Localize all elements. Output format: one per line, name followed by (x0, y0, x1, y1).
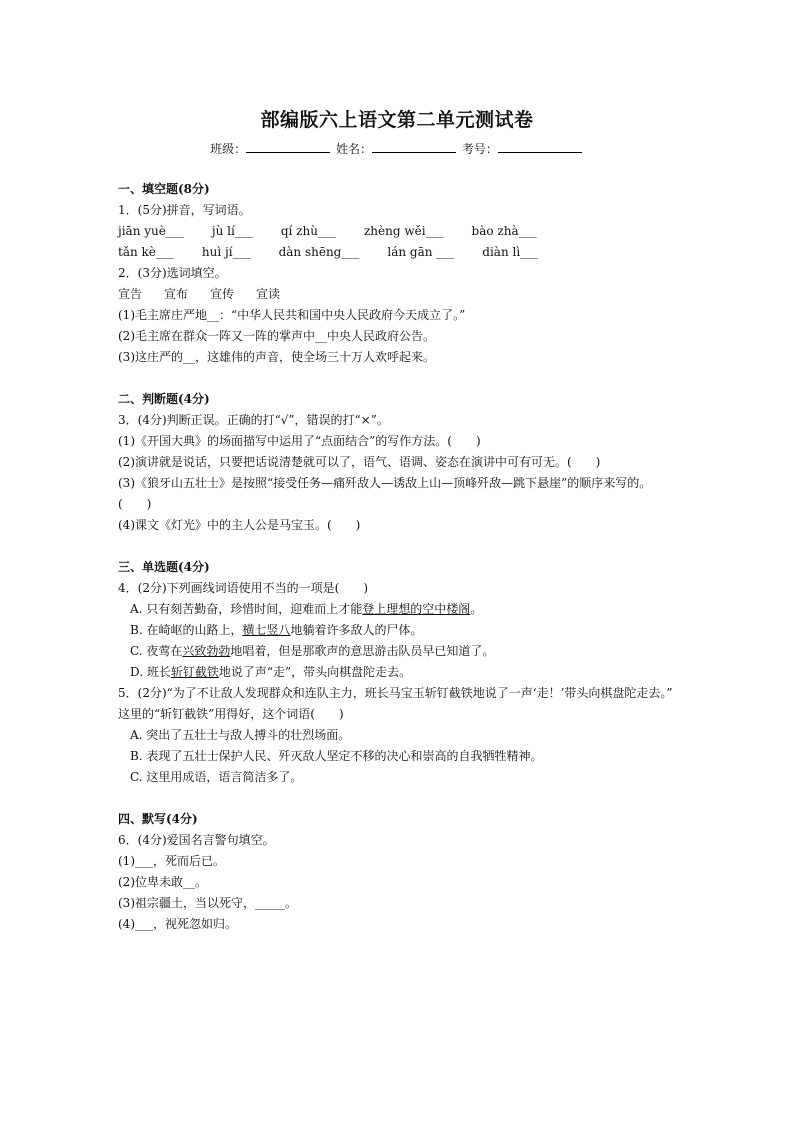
pinyin-item: zhèng wěi___ (363, 224, 444, 238)
dictation-item-2: (2)位卑未敢__。 (118, 875, 207, 889)
pinyin-item: bào zhà___ (471, 224, 537, 238)
pinyin-item: diàn lì___ (482, 245, 539, 259)
option-text: A. 只有刻苦勤奋，珍惜时间，迎难而上才能 (130, 602, 363, 616)
pinyin-item: lán gān ___ (387, 245, 455, 259)
q5-option-a: A. 突出了五壮士与敌人搏斗的壮烈场面。 (130, 728, 351, 742)
option-text: B. 在崎岖的山路上， (130, 623, 243, 637)
dictation-item-1: (1)___，死而后已。 (118, 854, 225, 868)
question-5: 5．(2分)“为了不让敌人发现群众和连队主力，班长马宝玉斩钉截铁地说了一声‘走！’带头向棋盘陀走去。” (118, 686, 673, 700)
judge-item-2: (2)演讲就是说话，只要把话说清楚就可以了，语气、语调、姿态在演讲中可有可无。( ) (118, 455, 601, 469)
pinyin-item: jiān yuè___ (118, 224, 184, 238)
option-text: 地唱着，但是那歌声的意思游击队员早已知道了。 (230, 644, 495, 658)
fill-sentence-3: (3)这庄严的__，这雄伟的声音，使全场三十万人欢呼起来。 (118, 350, 436, 364)
judge-item-4: (4)课文《灯光》中的主人公是马宝玉。( ) (118, 518, 361, 532)
word-option: 宣读 (256, 287, 281, 301)
name-field[interactable] (372, 142, 456, 153)
question-3: 3．(4分)判断正误。正确的打“√”，错误的打“×”。 (118, 413, 389, 427)
option-text: 地躺着许多敌人的尸体。 (290, 623, 423, 637)
option-text: 。 (470, 602, 483, 616)
q5-option-b: B. 表现了五壮士保护人民、歼灭敌人坚定不移的决心和崇高的自我牺牲精神。 (130, 749, 543, 763)
pinyin-item: dàn shēng___ (278, 245, 360, 259)
section-heading-judge: 二、判断题(4分) (118, 392, 210, 406)
fill-sentence-1: (1)毛主席庄严地__：“中华人民共和国中央人民政府今天成立了。” (118, 308, 466, 322)
underlined-phrase: 斩钉截铁 (170, 665, 219, 679)
section-heading-choice: 三、单选题(4分) (118, 560, 210, 574)
question-5-cont: 这里的“斩钉截铁”用得好，这个词语( ) (118, 707, 344, 721)
class-field[interactable] (246, 142, 330, 153)
q4-option-b (118, 620, 698, 641)
class-label: 班级： (210, 142, 247, 156)
section-heading-fill: 一、填空题(8分) (118, 182, 210, 196)
judge-item-3: (3)《狼牙山五壮士》是按照“接受任务—痛歼敌人—诱敌上山—顶峰歼敌—跳下悬崖”的顺序来写的。 (118, 476, 652, 490)
student-info-row (0, 140, 794, 157)
pinyin-item: huì jí___ (201, 245, 251, 259)
q5-option-c: C. 这里用成语，语言简洁多了。 (130, 770, 303, 784)
number-label: 考号： (461, 142, 498, 156)
section-heading-dictation: 四、默写(4分) (118, 812, 198, 826)
pinyin-row-1 (118, 221, 698, 242)
word-option: 宣传 (210, 287, 235, 301)
option-text: D. 班长 (130, 665, 171, 679)
number-field[interactable] (498, 142, 582, 153)
question-1: 1．(5分)拼音，写词语。 (118, 203, 251, 217)
underlined-phrase: 登上理想的空中楼阁 (362, 602, 471, 616)
word-bank (118, 284, 698, 305)
judge-item-3-bracket: ( ) (118, 497, 152, 511)
underlined-phrase: 兴致勃勃 (182, 644, 231, 658)
pinyin-item: qí zhù___ (280, 224, 336, 238)
q4-option-c (118, 641, 698, 662)
pinyin-item: jù lí___ (211, 224, 253, 238)
dictation-item-3: (3)祖宗疆土，当以死守，_____。 (118, 896, 297, 910)
underlined-phrase: 横七竖八 (242, 623, 291, 637)
option-text: C. 夜莺在 (130, 644, 183, 658)
pinyin-row-2 (118, 242, 698, 263)
question-2: 2．(3分)选词填空。 (118, 266, 227, 280)
dictation-item-4: (4)___，视死忽如归。 (118, 917, 237, 931)
word-option: 宣告 (118, 287, 143, 301)
word-option: 宣布 (164, 287, 189, 301)
name-label: 姓名： (335, 142, 372, 156)
option-text: 地说了声“走”，带头向棋盘陀走去。 (218, 665, 412, 679)
q4-option-a (118, 599, 698, 620)
page-title: 部编版六上语文第二单元测试卷 (260, 109, 534, 131)
exam-content (118, 179, 698, 935)
q4-option-d (118, 662, 698, 683)
pinyin-item: tǎn kè___ (118, 245, 174, 259)
question-6: 6．(4分)爱国名言警句填空。 (118, 833, 275, 847)
fill-sentence-2: (2)毛主席在群众一阵又一阵的掌声中__中央人民政府公告。 (118, 329, 436, 343)
judge-item-1: (1)《开国大典》的场面描写中运用了“点面结合”的写作方法。( ) (118, 434, 481, 448)
question-4: 4．(2分)下列画线词语使用不当的一项是( ) (118, 581, 368, 595)
